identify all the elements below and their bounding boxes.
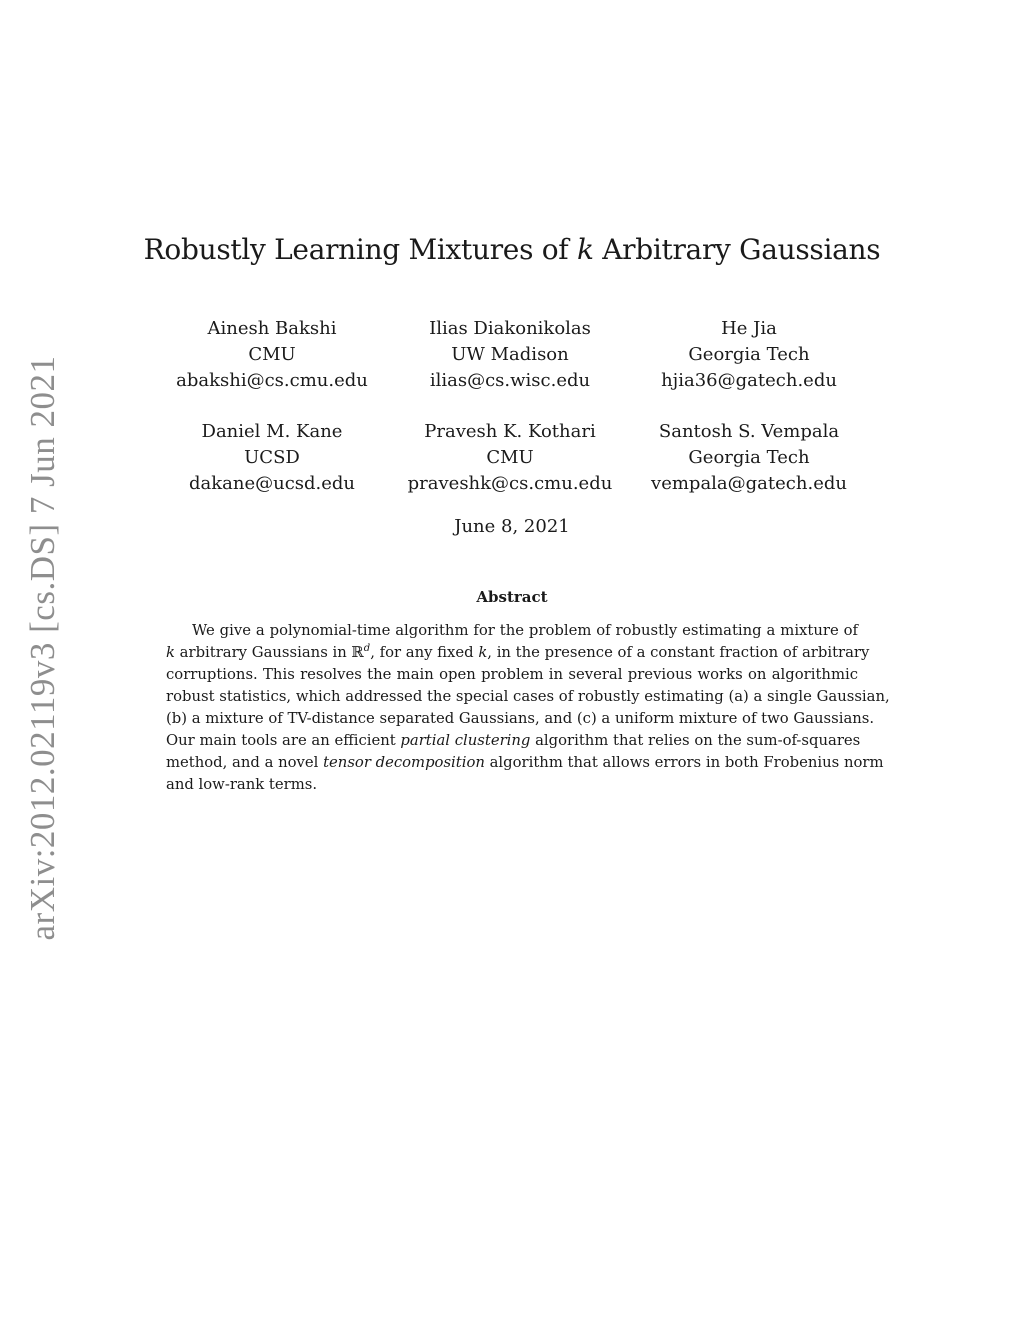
author-name: Pravesh K. Kothari <box>424 421 596 442</box>
abstract-text: arbitrary Gaussians in <box>174 644 352 661</box>
author-email: ilias@cs.wisc.edu <box>429 370 591 391</box>
abstract-line: corruptions. This resolves the main open problem in several previous works on algorithmic <box>166 666 858 683</box>
author-email: dakane@ucsd.edu <box>188 473 356 494</box>
abstract-line <box>166 642 870 664</box>
paper-title <box>0 230 1024 270</box>
abstract-line: (b) a mixture of TV-distance separated Gaussians, and (c) a uniform mixture of two Gaussians. <box>166 710 875 727</box>
author-email: vempala@gatech.edu <box>651 473 847 494</box>
abstract-line: robust statistics, which addressed the special cases of robustly estimating (a) a single Gaussian, <box>166 688 890 705</box>
math-k: k <box>478 644 488 661</box>
math-k: k <box>166 644 175 661</box>
author-name: Santosh S. Vempala <box>658 421 840 442</box>
math-real-numbers: ℝ <box>351 644 364 661</box>
abstract-line <box>166 752 884 774</box>
abstract-text: , in the presence of a constant fraction of arbitrary <box>487 644 870 661</box>
author-block <box>619 419 879 497</box>
author-affiliation: UCSD <box>244 447 300 468</box>
abstract-line <box>166 730 861 752</box>
author-block <box>142 419 402 497</box>
emphasis-tensor-decomposition: tensor decomposition <box>323 754 485 771</box>
author-block <box>619 316 879 394</box>
author-name: Ilias Diakonikolas <box>429 318 591 339</box>
author-email: praveshk@cs.cmu.edu <box>407 473 613 494</box>
arxiv-identifier-stamp: arXiv:2012.02119v3 [cs.DS] 7 Jun 2021 <box>23 355 62 941</box>
abstract-text: algorithm that allows errors in both Frobenius norm <box>484 754 884 771</box>
title-text-start: Robustly Learning Mixtures of <box>143 233 577 266</box>
author-block <box>380 316 640 394</box>
author-name: Ainesh Bakshi <box>207 318 337 339</box>
abstract-line: and low-rank terms. <box>166 776 318 793</box>
author-name: Daniel M. Kane <box>201 421 343 442</box>
author-block <box>380 419 640 497</box>
title-math-k: k <box>576 233 594 266</box>
emphasis-partial-clustering: partial clustering <box>400 732 531 749</box>
abstract-text: method, and a novel <box>166 754 324 771</box>
author-name: He Jia <box>721 318 777 339</box>
abstract-line: We give a polynomial-time algorithm for the problem of robustly estimating a mixture of <box>192 622 858 639</box>
math-dimension-d: d <box>363 643 371 655</box>
author-affiliation: CMU <box>486 447 534 468</box>
author-affiliation: Georgia Tech <box>688 344 810 365</box>
abstract-text: , for any fixed <box>370 644 479 661</box>
publication-date: June 8, 2021 <box>454 516 570 537</box>
abstract-heading: Abstract <box>476 588 548 606</box>
author-affiliation: Georgia Tech <box>688 447 810 468</box>
abstract-text: Our main tools are an efficient <box>166 732 401 749</box>
author-email: hjia36@gatech.edu <box>661 370 837 391</box>
abstract-text: algorithm that relies on the sum-of-squares <box>530 732 861 749</box>
author-email: abakshi@cs.cmu.edu <box>176 370 368 391</box>
author-affiliation: UW Madison <box>451 344 569 365</box>
title-text-end: Arbitrary Gaussians <box>593 233 881 266</box>
author-block <box>142 316 402 394</box>
abstract-body <box>166 620 890 796</box>
author-affiliation: CMU <box>248 344 296 365</box>
